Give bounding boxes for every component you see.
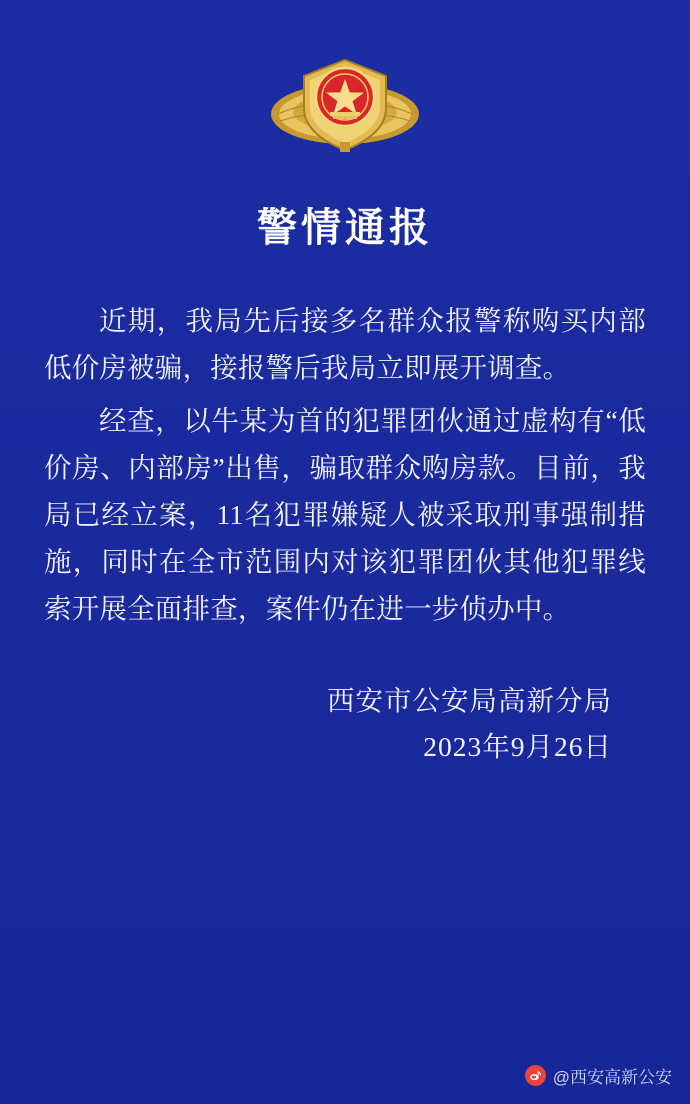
china-police-badge-icon — [270, 42, 420, 160]
weibo-icon — [525, 1065, 546, 1086]
page-title: 警情通报 — [257, 206, 433, 250]
footer-watermark — [525, 1063, 672, 1088]
signature-block — [0, 678, 612, 770]
signature-date: 2023年9月26日 — [423, 731, 612, 762]
paragraph-2: 经查，以牛某为首的犯罪团伙通过虚构有“低价房、内部房”出售，骗取群众购房款。目前，我局已经立案，11名犯罪嫌疑人被采取刑事强制措施，同时在全市范围内对该犯罪团伙其他犯罪线索开展全面排查，案件仍在进一步侦办中。 — [44, 405, 646, 624]
signature-organization: 西安市公安局高新分局 — [327, 685, 612, 716]
emblem-container — [0, 0, 690, 160]
notice-body — [44, 297, 646, 632]
footer-account-label: @西安高新公安 — [552, 1068, 672, 1087]
paragraph-1: 近期，我局先后接多名群众报警称购买内部低价房被骗，接报警后我局立即展开调查。 — [44, 305, 646, 383]
